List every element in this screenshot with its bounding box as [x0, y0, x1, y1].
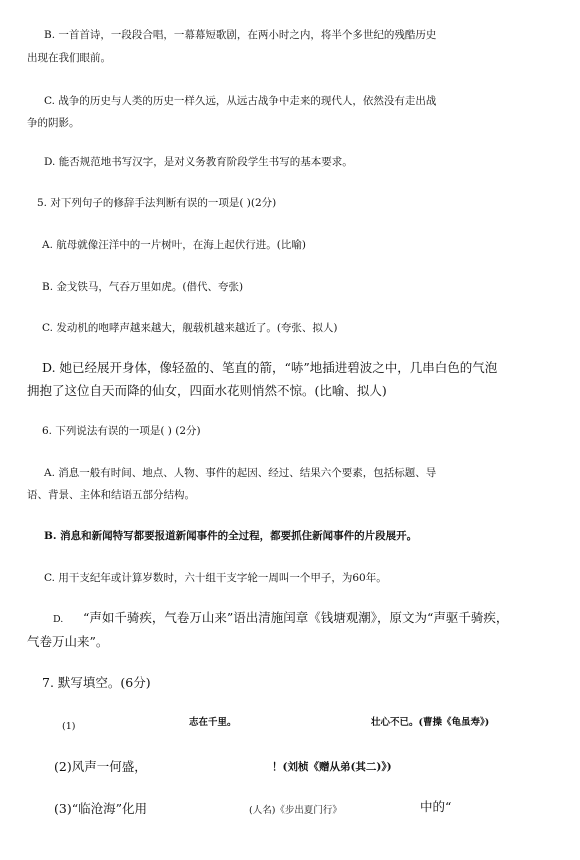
- question-5-stem: 5. 对下列句子的修辞手法判断有误的一项是( )(2分): [37, 197, 277, 209]
- question-6-option-b: B. 消息和新闻特写都要报道新闻事件的全过程，都要抓住新闻事件的片段展开。: [44, 530, 418, 542]
- blank-3-start-text: (3)“临沧海”化用: [54, 801, 147, 816]
- blank-1-number: (1): [62, 721, 76, 732]
- option-c-line-2: 争的阴影。: [27, 117, 80, 129]
- question-6-option-a-line-1: A. 消息一般有时间、地点、人物、事件的起因、经过、结果六个要素，包括标题、导: [44, 467, 437, 479]
- question-5-option-a: A. 航母就像汪洋中的一片树叶，在海上起伏行进。(比喻): [42, 239, 306, 251]
- question-5-option-d-line-2: 拥抱了这位自天而降的仙女，四面水花则悄然不惊。(比喻、拟人): [27, 383, 387, 398]
- option-c-line-1: C. 战争的历史与人类的历史一样久远，从远古战争中走来的现代人，依然没有走出战: [44, 95, 437, 107]
- blank-3-source-text: (人名)《步出夏门行》: [249, 805, 342, 816]
- option-b-line-1: B. 一首首诗，一段段合唱，一幕幕短歌剧，在两小时之内，将半个多世纪的残酷历史: [44, 29, 437, 41]
- option-d-line: D. 能否规范地书写汉字，是对义务教育阶段学生书写的基本要求。: [44, 156, 353, 168]
- blank-1-middle-text: 志在千里。: [189, 717, 237, 728]
- question-6-option-a-line-2: 语、背景、主体和结语五部分结构。: [27, 489, 195, 501]
- blank-2-start-text: (2)风声一何盛，: [54, 759, 147, 774]
- blank-1-end-text: 壮心不已。(曹操《龟虽寿》): [371, 717, 490, 728]
- question-6-stem: 6. 下列说法有误的一项是( ) (2分): [42, 425, 201, 437]
- blank-2-end-text: ！(刘桢《赠从弟(其二)》): [272, 761, 392, 773]
- question-5-option-d-line-1: D. 她已经展开身体，像轻盈的、笔直的箭，“哧”地插进碧波之中，几串白色的气泡: [42, 360, 498, 375]
- blank-3-end-text: 中的“: [420, 799, 452, 814]
- question-6-option-d-line-2: 气卷万山来”。: [27, 634, 109, 649]
- question-5-option-c: C. 发动机的咆哮声越来越大，舰载机越来越近了。(夸张、拟人): [42, 322, 338, 334]
- question-7-stem: 7. 默写填空。(6分): [42, 675, 151, 690]
- question-6-option-c: C. 用干支纪年或计算岁数时，六十组干支字轮一周叫一个甲子，为60年。: [44, 572, 387, 584]
- question-6-option-d-line-1: “声如千骑疾，气卷万山来”语出清施闰章《钱塘观潮》，原文为“声驱千骑疾，: [83, 610, 509, 625]
- question-6-option-d-label: D.: [53, 614, 64, 625]
- option-b-line-2: 出现在我们眼前。: [27, 52, 111, 64]
- question-5-option-b: B. 金戈铁马，气吞万里如虎。(借代、夸张): [42, 281, 244, 293]
